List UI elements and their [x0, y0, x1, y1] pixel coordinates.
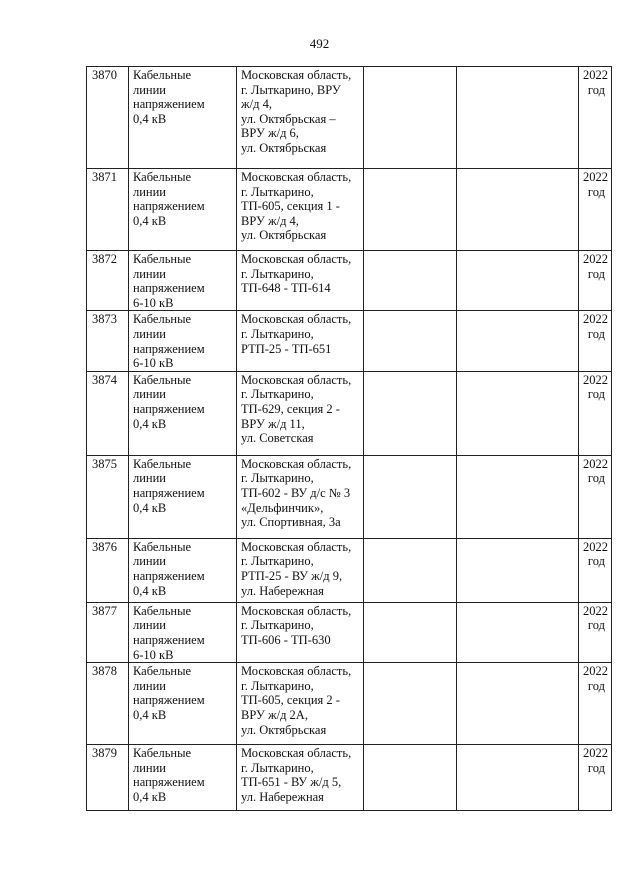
empty-cell	[364, 67, 457, 169]
object-location-line: ул. Набережная	[241, 583, 324, 598]
object-location-line: ТП-602 - ВУ д/с № 3	[241, 485, 351, 500]
object-name	[129, 663, 237, 745]
row-number: 3871	[87, 169, 129, 251]
object-location	[237, 67, 364, 169]
object-name	[129, 67, 237, 169]
registry-table	[86, 66, 612, 811]
empty-cell	[364, 311, 457, 371]
empty-cell	[364, 371, 457, 455]
object-name-line: линии	[133, 266, 166, 281]
empty-cell	[457, 311, 579, 371]
object-location-line: Московская область,	[241, 170, 352, 184]
empty-cell	[457, 663, 579, 745]
object-name-line: 0,4 кВ	[133, 500, 167, 515]
row-number: 3876	[87, 538, 129, 602]
object-name-line: напряжением	[133, 485, 205, 500]
year-cell-line: год	[587, 326, 605, 341]
object-location-line: г. Лыткарино,	[241, 471, 314, 486]
object-location-line: ул. Октябрьская	[241, 228, 327, 243]
object-location	[237, 371, 364, 455]
row-number: 3875	[87, 455, 129, 538]
object-name-line: Кабельные	[133, 456, 192, 471]
object-location-line: Московская область,	[241, 664, 352, 679]
empty-cell	[457, 67, 579, 169]
table-row	[87, 455, 612, 538]
object-location-line: Московская область,	[241, 456, 352, 471]
object-location-line: ТП-605, секция 2 -	[241, 693, 340, 708]
object-name	[129, 371, 237, 455]
year-cell-line: 2022	[583, 746, 608, 761]
empty-cell	[457, 602, 579, 662]
object-location	[237, 663, 364, 745]
year-cell-line: год	[587, 760, 605, 775]
object-location-line: г. Лыткарино,	[241, 184, 314, 199]
object-name-line: напряжением	[133, 401, 205, 416]
table-row	[87, 538, 612, 602]
year-cell	[579, 311, 612, 371]
object-location-line: ВРУ ж/д 4,	[241, 213, 299, 228]
year-cell-line: год	[587, 554, 605, 569]
object-name-line: 6-10 кВ	[133, 647, 174, 662]
object-name-line: 6-10 кВ	[133, 295, 174, 310]
table-row	[87, 169, 612, 251]
table-body	[87, 67, 612, 811]
empty-cell	[457, 169, 579, 251]
year-cell-line: год	[587, 266, 605, 281]
object-name-line: Кабельные	[133, 664, 192, 679]
object-name-line: 0,4 кВ	[133, 111, 167, 126]
object-name-line: напряжением	[133, 632, 205, 647]
object-name	[129, 538, 237, 602]
year-cell	[579, 538, 612, 602]
row-number: 3878	[87, 663, 129, 745]
object-location-line: ул. Набережная	[241, 789, 324, 804]
object-name-line: напряжением	[133, 97, 205, 112]
object-location-line: Московская область,	[241, 539, 352, 554]
year-cell-line: год	[587, 387, 605, 402]
object-location-line: г. Лыткарино,	[241, 760, 314, 775]
object-location-line: г. Лыткарино,	[241, 678, 314, 693]
row-number: 3870	[87, 67, 129, 169]
object-name	[129, 311, 237, 371]
object-location-line: РТП-25 - ВУ ж/д 9,	[241, 568, 343, 583]
object-name	[129, 169, 237, 251]
object-location-line: ТП-648 - ТП-614	[241, 281, 331, 296]
year-cell-line: 2022	[583, 170, 608, 184]
object-name-line: напряжением	[133, 775, 205, 790]
year-cell-line: 2022	[583, 312, 608, 327]
object-location-line: г. Лыткарино,	[241, 266, 314, 281]
object-name	[129, 745, 237, 811]
object-location-line: ТП-605, секция 1 -	[241, 199, 340, 214]
year-cell	[579, 67, 612, 169]
object-location-line: ул. Октябрьская	[241, 722, 327, 737]
object-name-line: 0,4 кВ	[133, 583, 167, 598]
object-name	[129, 602, 237, 662]
empty-cell	[364, 251, 457, 311]
object-name-line: линии	[133, 760, 166, 775]
table-row	[87, 251, 612, 311]
empty-cell	[457, 538, 579, 602]
year-cell-line: 2022	[583, 603, 608, 618]
object-location	[237, 311, 364, 371]
object-name-line: линии	[133, 184, 166, 199]
object-location-line: ул. Октябрьская	[241, 140, 327, 155]
object-location-line: ул. Спортивная, 3а	[241, 515, 341, 530]
object-name-line: Кабельные	[133, 170, 192, 184]
object-location	[237, 169, 364, 251]
year-cell-line: год	[587, 471, 605, 486]
table-row	[87, 311, 612, 371]
object-name-line: Кабельные	[133, 746, 192, 761]
object-location-line: Московская область,	[241, 746, 352, 761]
object-location-line: РТП-25 - ТП-651	[241, 341, 332, 356]
object-name-line: линии	[133, 678, 166, 693]
object-location-line: ВРУ ж/д 6,	[241, 126, 299, 141]
object-name-line: 0,4 кВ	[133, 416, 167, 431]
object-location-line: Московская область,	[241, 372, 352, 387]
object-location-line: Московская область,	[241, 312, 352, 327]
object-name-line: Кабельные	[133, 603, 192, 618]
object-location-line: Московская область,	[241, 603, 352, 618]
empty-cell	[364, 602, 457, 662]
object-name-line: Кабельные	[133, 252, 192, 266]
row-number: 3874	[87, 371, 129, 455]
table-row	[87, 663, 612, 745]
year-cell	[579, 602, 612, 662]
object-location-line: ТП-606 - ТП-630	[241, 632, 331, 647]
object-location	[237, 538, 364, 602]
object-location-line: Московская область,	[241, 252, 352, 266]
object-location-line: г. Лыткарино,	[241, 387, 314, 402]
year-cell-line: год	[587, 618, 605, 633]
empty-cell	[457, 745, 579, 811]
object-name-line: 0,4 кВ	[133, 213, 167, 228]
object-location-line: Московская область,	[241, 68, 352, 82]
year-cell	[579, 251, 612, 311]
year-cell-line: 2022	[583, 539, 608, 554]
table-row	[87, 602, 612, 662]
object-name-line: Кабельные	[133, 372, 192, 387]
object-name-line: напряжением	[133, 693, 205, 708]
year-cell-line: 2022	[583, 372, 608, 387]
object-location-line: ВРУ ж/д 11,	[241, 416, 305, 431]
table-row	[87, 371, 612, 455]
year-cell	[579, 663, 612, 745]
empty-cell	[364, 169, 457, 251]
object-name-line: напряжением	[133, 281, 205, 296]
year-cell-line: 2022	[583, 252, 608, 266]
object-name-line: напряжением	[133, 568, 205, 583]
object-name	[129, 251, 237, 311]
object-name-line: Кабельные	[133, 312, 192, 327]
object-name-line: 0,4 кВ	[133, 789, 167, 804]
object-location-line: ТП-629, секция 2 -	[241, 401, 340, 416]
empty-cell	[457, 455, 579, 538]
object-location-line: г. Лыткарино, ВРУ	[241, 82, 341, 97]
object-name-line: Кабельные	[133, 68, 192, 82]
object-name-line: линии	[133, 326, 166, 341]
object-location	[237, 602, 364, 662]
year-cell	[579, 169, 612, 251]
object-name-line: линии	[133, 618, 166, 633]
object-location-line: ж/д 4,	[241, 97, 272, 112]
year-cell-line: 2022	[583, 664, 608, 679]
object-location-line: ул. Советская	[241, 431, 314, 446]
page-number: 492	[309, 36, 330, 51]
year-cell	[579, 455, 612, 538]
object-location-line: г. Лыткарино,	[241, 554, 314, 569]
object-name-line: 0,4 кВ	[133, 707, 167, 722]
object-name-line: напряжением	[133, 341, 205, 356]
object-name-line: линии	[133, 387, 166, 402]
object-location	[237, 455, 364, 538]
object-location	[237, 745, 364, 811]
object-location-line: ВРУ ж/д 2А,	[241, 707, 308, 722]
year-cell-line: 2022	[583, 68, 608, 82]
object-name-line: линии	[133, 82, 166, 97]
year-cell	[579, 371, 612, 455]
empty-cell	[364, 663, 457, 745]
object-name-line: линии	[133, 554, 166, 569]
object-name-line: линии	[133, 471, 166, 486]
object-name	[129, 455, 237, 538]
row-number: 3877	[87, 602, 129, 662]
object-name-line: 6-10 кВ	[133, 356, 174, 371]
year-cell-line: 2022	[583, 456, 608, 471]
empty-cell	[364, 538, 457, 602]
year-cell	[579, 745, 612, 811]
year-cell-line: год	[587, 82, 605, 97]
table-row	[87, 745, 612, 811]
empty-cell	[364, 745, 457, 811]
empty-cell	[364, 455, 457, 538]
year-cell-line: год	[587, 184, 605, 199]
object-name-line: напряжением	[133, 199, 205, 214]
year-cell-line: год	[587, 678, 605, 693]
object-location-line: г. Лыткарино,	[241, 618, 314, 633]
object-location-line: ул. Октябрьская –	[241, 111, 336, 126]
empty-cell	[457, 371, 579, 455]
empty-cell	[457, 251, 579, 311]
object-location-line: «Дельфинчик»,	[241, 500, 324, 515]
object-location-line: г. Лыткарино,	[241, 326, 314, 341]
object-location	[237, 251, 364, 311]
object-location-line: ТП-651 - ВУ ж/д 5,	[241, 775, 342, 790]
object-name-line: Кабельные	[133, 539, 192, 554]
table-row	[87, 67, 612, 169]
row-number: 3873	[87, 311, 129, 371]
row-number: 3872	[87, 251, 129, 311]
row-number: 3879	[87, 745, 129, 811]
